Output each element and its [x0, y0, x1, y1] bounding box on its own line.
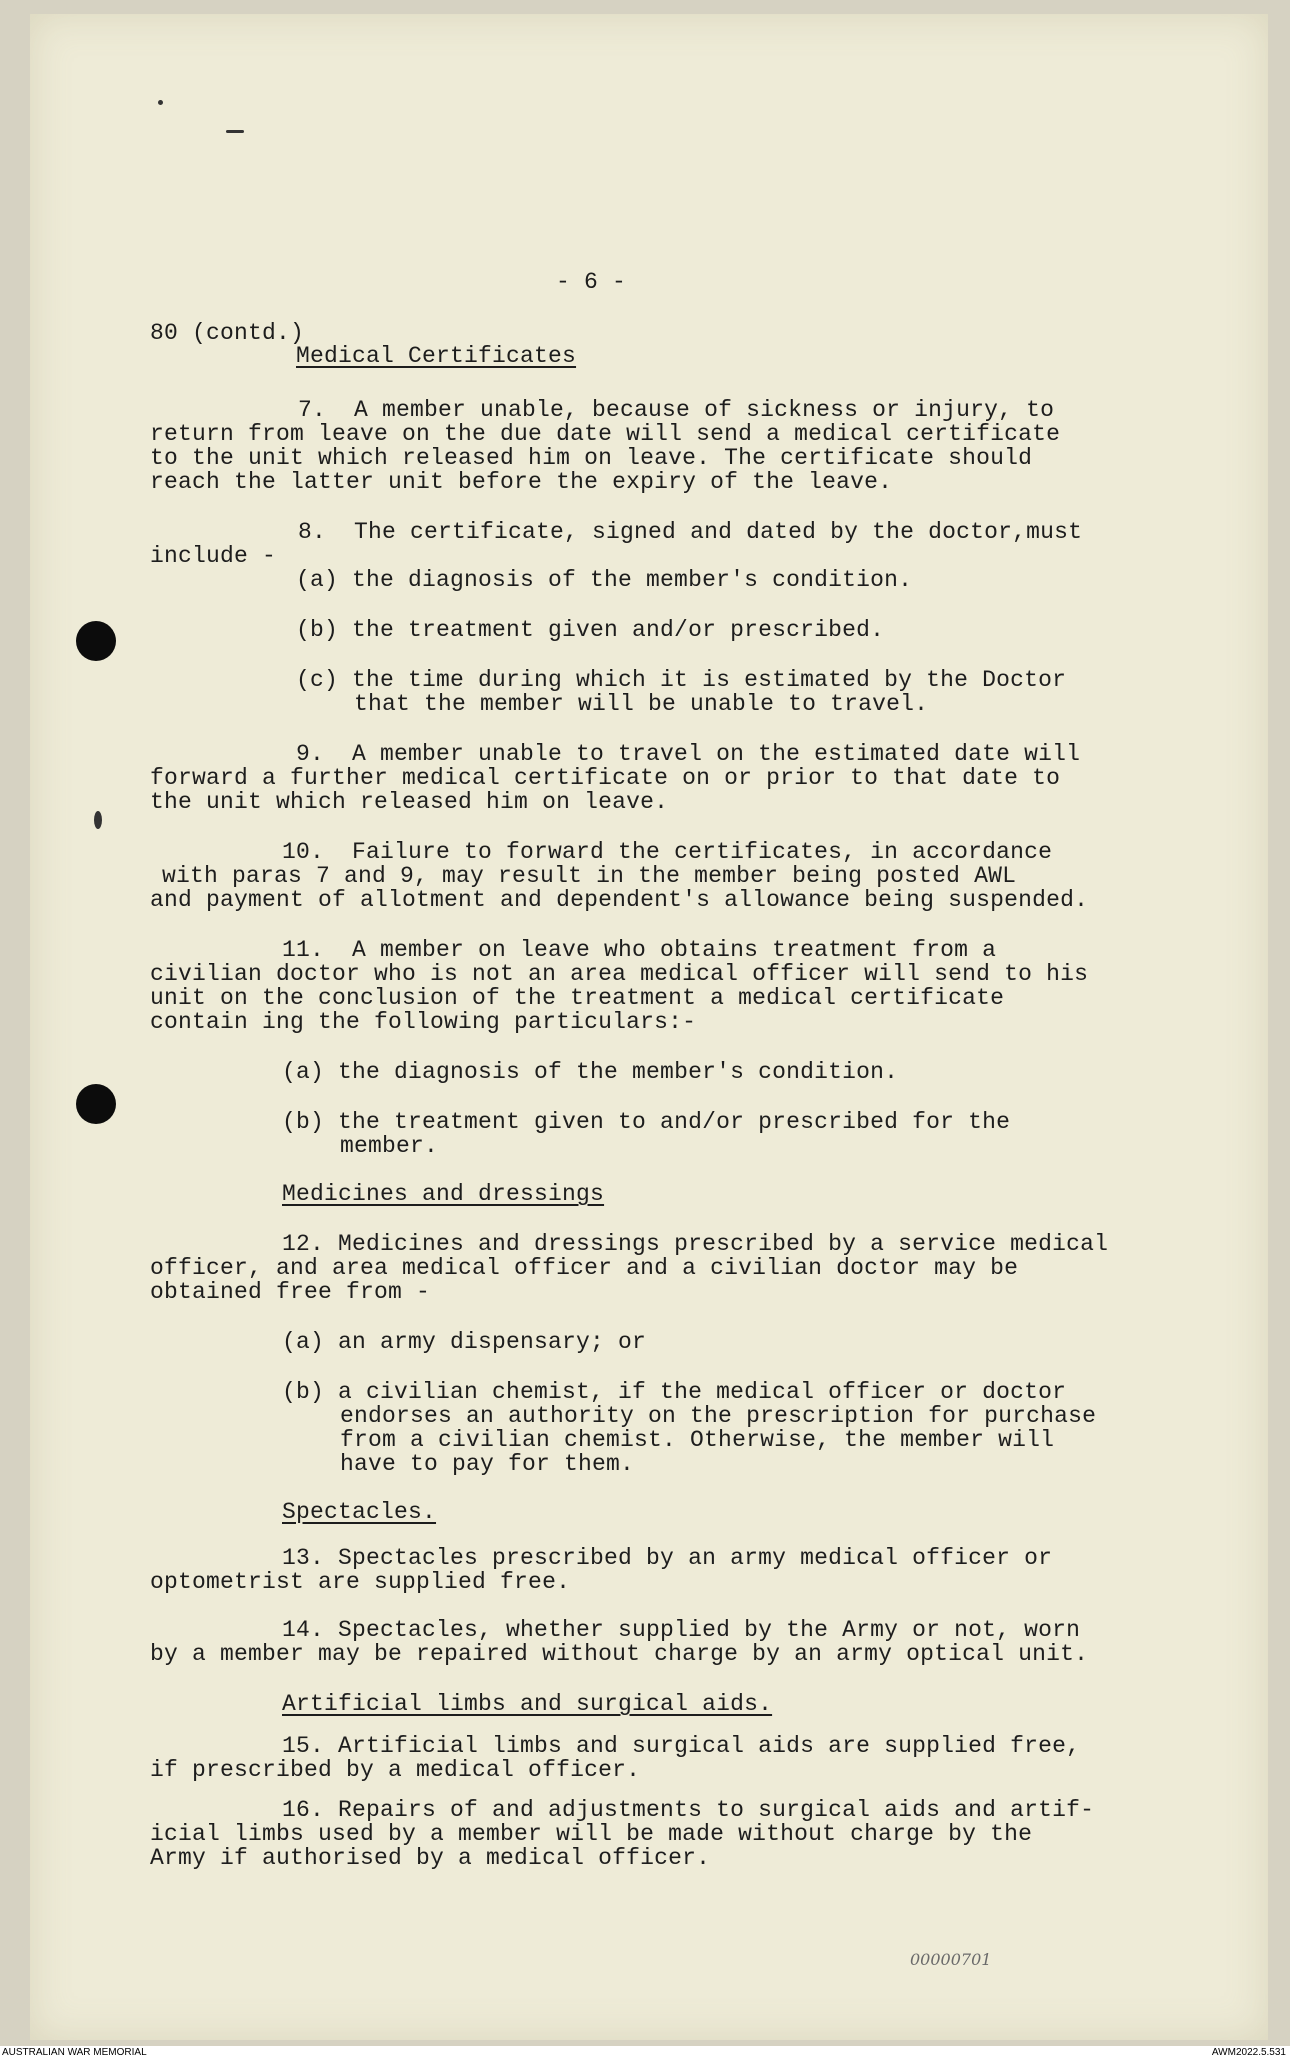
- text-line: 13. Spectacles prescribed by an army medical officer or: [282, 1545, 1053, 1571]
- text-line: from a civilian chemist. Otherwise, the member will: [340, 1427, 1055, 1453]
- list-item: (a) an army dispensary; or: [282, 1329, 647, 1355]
- text-line: by a member may be repaired without charge by an army optical unit.: [150, 1641, 1089, 1667]
- text-line: endorses an authority on the prescription for purchase: [340, 1403, 1097, 1429]
- text-line: officer, and area medical officer and a civilian doctor may be: [150, 1255, 1019, 1281]
- text-line: optometrist are supplied free.: [150, 1569, 571, 1595]
- ink-speck: [226, 130, 244, 133]
- list-item: (a) the diagnosis of the member's condition.: [296, 567, 913, 593]
- archive-name: AUSTRALIAN WAR MEMORIAL: [2, 2047, 147, 2058]
- text-line: 7. A member unable, because of sickness or injury, to: [298, 397, 1055, 423]
- text-line: member.: [340, 1133, 439, 1159]
- text-line: icial limbs used by a member will be made without charge by the: [150, 1821, 1033, 1847]
- text-line: return from leave on the due date will send a medical certificate: [150, 421, 1061, 447]
- list-item: (c) the time during which it is estimated by the Doctor: [296, 667, 1067, 693]
- list-item: (b) the treatment given and/or prescribed.: [296, 617, 885, 643]
- list-item: (b) the treatment given to and/or prescribed for the: [282, 1109, 1011, 1135]
- text-line: with paras 7 and 9, may result in the member being posted AWL: [162, 863, 1017, 889]
- text-line: to the unit which released him on leave. The certificate should: [150, 445, 1033, 471]
- text-line: 8. The certificate, signed and dated by the doctor,must: [298, 519, 1083, 545]
- ink-speck: [158, 100, 163, 105]
- text-line: include -: [150, 543, 277, 569]
- text-line: 16. Repairs of and adjustments to surgical aids and artif-: [282, 1797, 1095, 1823]
- text-line: forward a further medical certificate on or prior to that date to: [150, 765, 1061, 791]
- text-line: civilian doctor who is not an area medical officer will send to his: [150, 961, 1089, 987]
- text-line: if prescribed by a medical officer.: [150, 1757, 641, 1783]
- heading-medicines-and-dressings: Medicines and dressings: [282, 1181, 605, 1207]
- continuation-label: 80 (contd.): [150, 320, 305, 346]
- ink-blot: [94, 811, 102, 829]
- text-line: 11. A member on leave who obtains treatment from a: [282, 937, 997, 963]
- text-line: reach the latter unit before the expiry of the leave.: [150, 469, 893, 495]
- text-line: 12. Medicines and dressings prescribed by a service medical: [282, 1231, 1109, 1257]
- text-line: 15. Artificial limbs and surgical aids are supplied free,: [282, 1733, 1081, 1759]
- text-line: contain ing the following particulars:-: [150, 1009, 697, 1035]
- archive-footer: [0, 2046, 1290, 2061]
- list-item: (b) a civilian chemist, if the medical officer or doctor: [282, 1379, 1067, 1405]
- folio-number-annotation: 00000701: [910, 1950, 992, 1969]
- page-number: - 6 -: [556, 269, 627, 295]
- text-line: that the member will be unable to travel.: [354, 691, 929, 717]
- text-line: the unit which released him on leave.: [150, 789, 669, 815]
- heading-spectacles: Spectacles.: [282, 1499, 437, 1525]
- archive-reference: AWM2022.5.531: [1211, 2047, 1286, 2058]
- list-item: (a) the diagnosis of the member's condition.: [282, 1059, 899, 1085]
- punch-hole-bottom: [76, 1084, 116, 1124]
- heading-medical-certificates: Medical Certificates: [296, 343, 577, 369]
- text-line: 9. A member unable to travel on the estimated date will: [296, 741, 1081, 767]
- text-line: Army if authorised by a medical officer.: [150, 1845, 711, 1871]
- text-line: 14. Spectacles, whether supplied by the Army or not, worn: [282, 1617, 1081, 1643]
- text-line: and payment of allotment and dependent's allowance being suspended.: [150, 887, 1089, 913]
- text-line: unit on the conclusion of the treatment a medical certificate: [150, 985, 1005, 1011]
- heading-artificial-limbs: Artificial limbs and surgical aids.: [282, 1691, 773, 1717]
- punch-hole-top: [76, 621, 116, 661]
- text-line: 10. Failure to forward the certificates, in accordance: [282, 839, 1053, 865]
- text-line: obtained free from -: [150, 1279, 431, 1305]
- text-line: have to pay for them.: [340, 1451, 635, 1477]
